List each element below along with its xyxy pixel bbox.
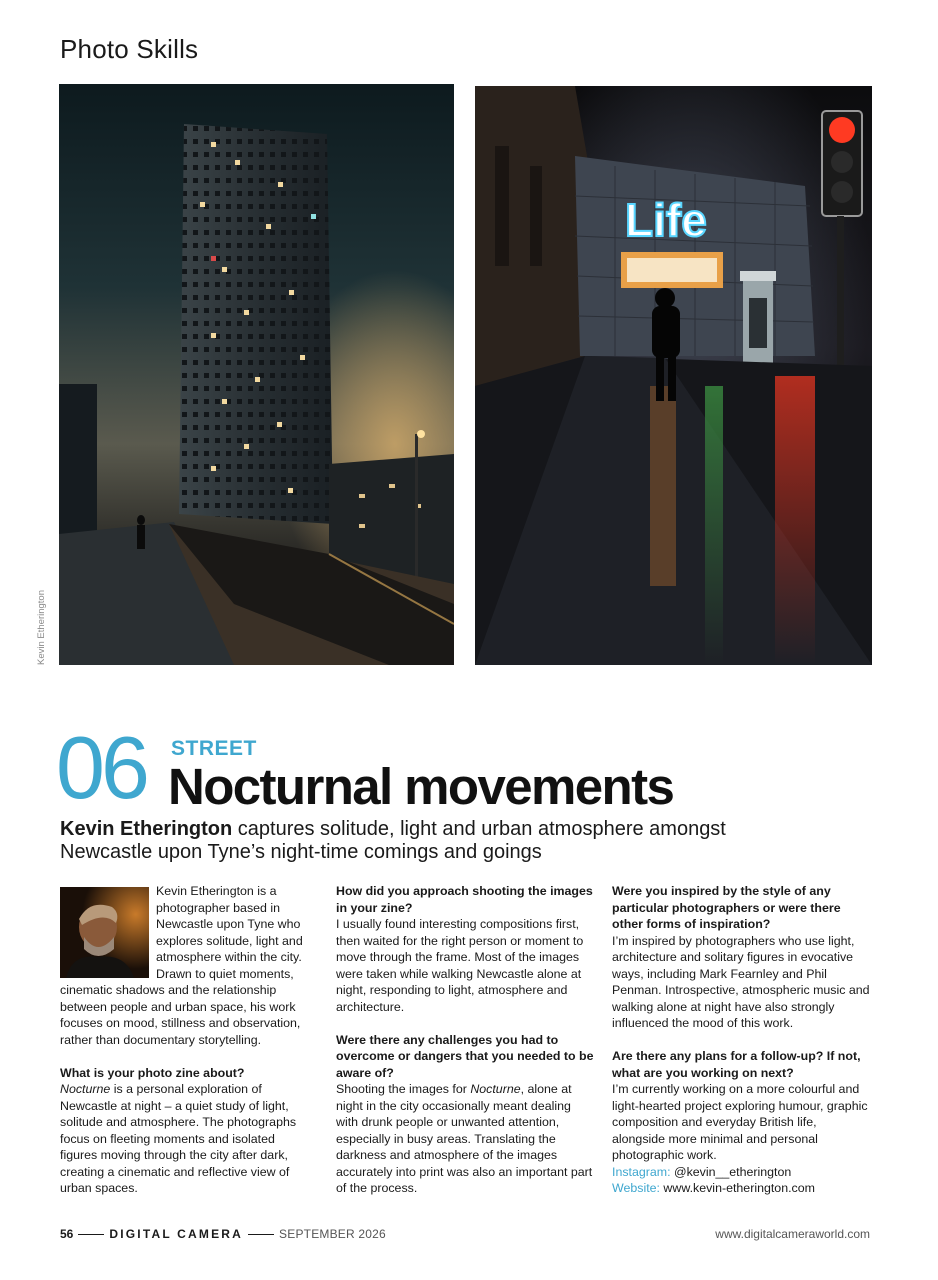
question-1: What is your photo zine about?	[60, 1065, 245, 1080]
instagram-label: Instagram:	[612, 1164, 671, 1179]
instagram-line[interactable]	[612, 1164, 870, 1181]
photo-tower-block	[59, 84, 454, 665]
portrait-image	[60, 887, 149, 978]
standfirst	[60, 818, 760, 864]
photo-neon-street	[475, 86, 872, 665]
tower-block-image	[59, 84, 454, 665]
footer-divider	[78, 1234, 104, 1235]
article-number: 06	[56, 718, 146, 817]
neon-street-image	[475, 86, 872, 665]
neon-sign-text: Life	[625, 194, 707, 246]
answer-5: I’m currently working on a more colourful and light-hearted project exploring humour, graphic composition and everyday British life, alongside more minimal and personal photographic work.	[612, 1082, 868, 1162]
instagram-handle[interactable]: @kevin__etherington	[670, 1164, 792, 1179]
answer-1: Nocturne is a personal exploration of Newcastle at night – a quiet study of light, solitude and atmosphere. The photographs focus on fleeting moments and isolated figures moving through the city after dark, creating a cinematic and reflective view of urban spaces.	[60, 1082, 297, 1195]
question-4: Were you inspired by the style of any particular photographers or were there other forms of inspiration?	[612, 884, 841, 931]
column-3	[612, 883, 870, 1197]
answer-2: I usually found interesting compositions first, then waited for the right person or moment to move through the frame. Most of the images were taken while walking Newcastle alone at night, responding to light, atmosphere and architecture.	[336, 917, 584, 1014]
section-label: Photo Skills	[60, 34, 199, 64]
footer-divider	[248, 1234, 274, 1235]
photographer-portrait	[60, 887, 149, 978]
magazine-url[interactable]: www.digitalcameraworld.com	[715, 1227, 870, 1241]
issue-date: SEPTEMBER 2026	[279, 1227, 386, 1241]
website-url[interactable]: www.kevin-etherington.com	[659, 1181, 815, 1195]
answer-4: I’m inspired by photographers who use light, architecture and solitary figures in evocative ways, including Mark Fearnley and Phil Penman. Introspective, atmospheric music and walking alone at night have also strongly influenced the mood of this work.	[612, 933, 870, 1030]
photo-credit: Kevin Etherington	[36, 590, 47, 665]
article-category: STREET	[171, 737, 257, 760]
column-2	[336, 883, 594, 1197]
question-5: Are there any plans for a follow-up? If not, what are you working on next?	[612, 1049, 861, 1080]
article-title: Nocturnal movements	[168, 758, 674, 815]
magazine-name: DIGITAL CAMERA	[109, 1227, 244, 1241]
website-label: Website:	[612, 1181, 660, 1195]
page-number: 56	[60, 1227, 74, 1241]
answer-3: Shooting the images for Nocturne, alone at night in the city occasionally meant dealing with drunk people or unwanted attention, especially in busy areas. Translating the darkness and atmosphere of the images accurately into print was also an important part of the process.	[336, 1082, 593, 1195]
standfirst-text: captures solitude, light and urban atmosphere amongst Newcastle upon Tyne’s night-time comings and goings	[60, 818, 726, 863]
bio: Kevin Etherington is a photographer based in Newcastle upon Tyne who explores solitude, light and atmosphere within the city. Drawn to quiet moments, cinematic shadows and the relationship between people and urban space, his work focuses on mood, stillness and observation, rather than documentary storytelling.	[60, 884, 303, 1047]
page-footer	[60, 1227, 870, 1241]
standfirst-name: Kevin Etherington	[60, 818, 233, 840]
question-2: How did you approach shooting the images in your zine?	[336, 884, 593, 915]
website-line[interactable]	[612, 1180, 870, 1197]
question-3: Were there any challenges you had to overcome or dangers that you needed to be aware of?	[336, 1032, 594, 1080]
column-1	[60, 883, 312, 1197]
